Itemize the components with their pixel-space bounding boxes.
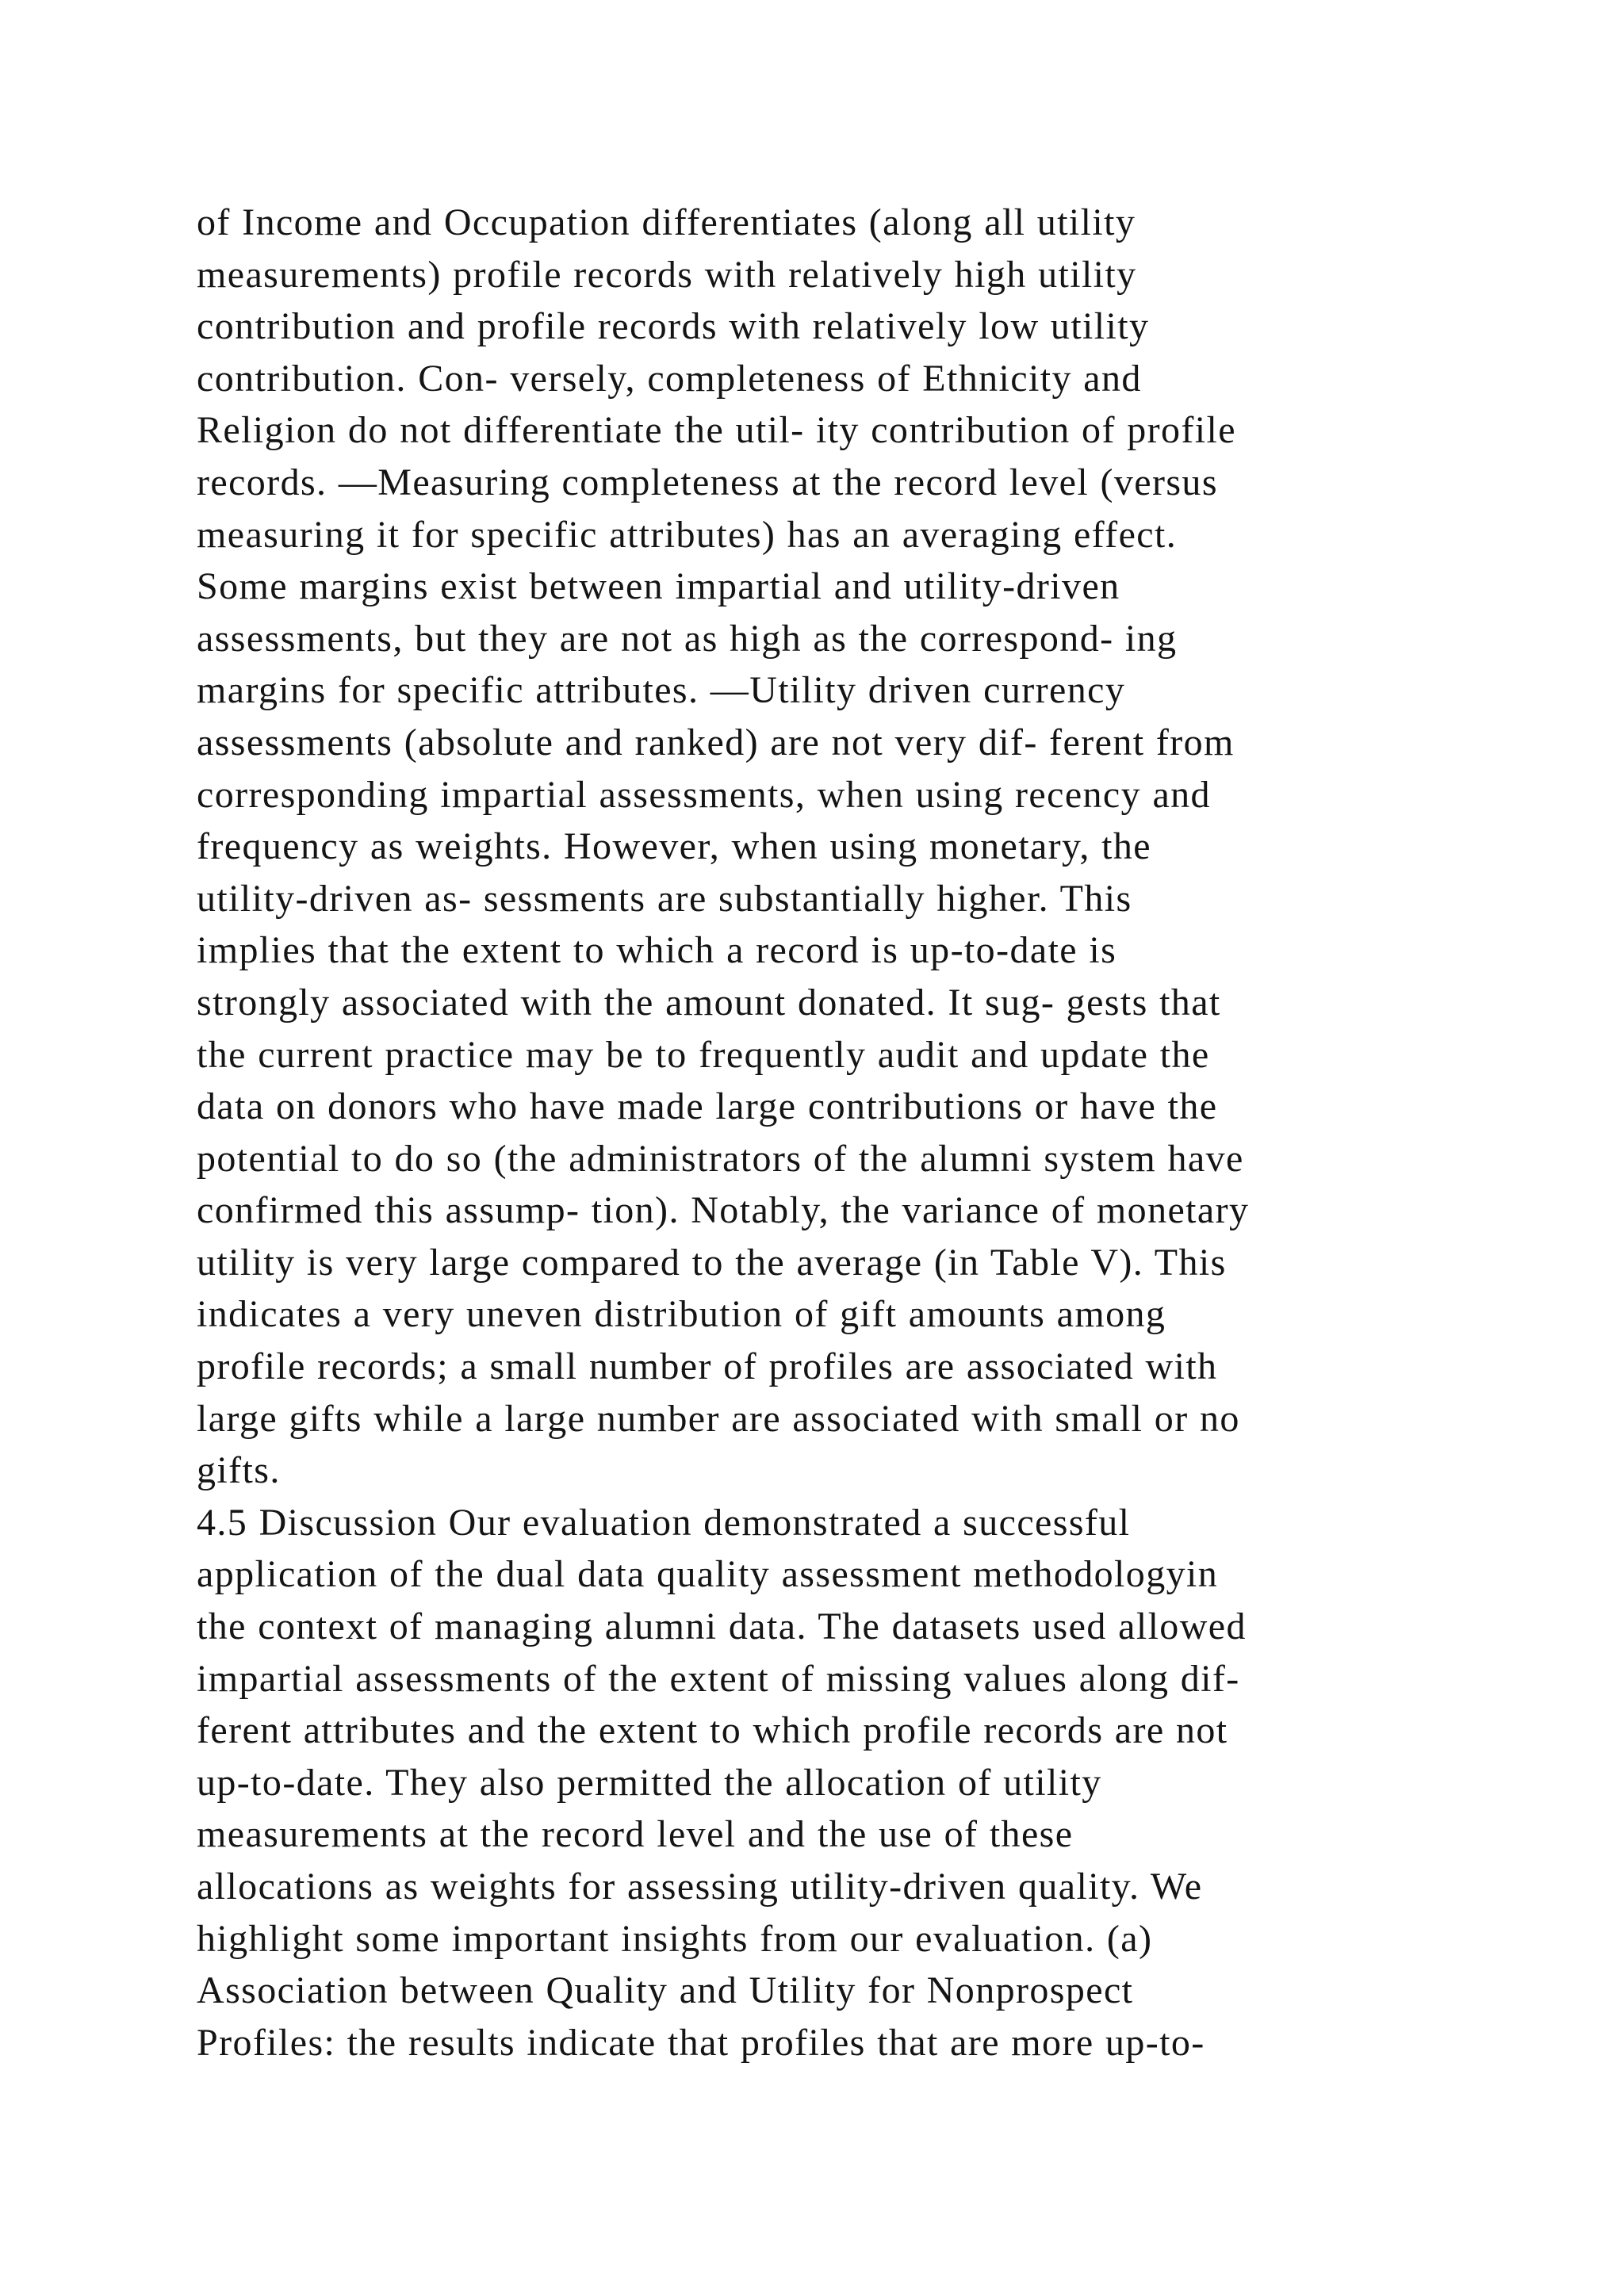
text-line: confirmed this assump- tion). Notably, the variance of monetary bbox=[197, 1189, 1250, 1232]
text-line: highlight some important insights from our evaluation. (a) bbox=[197, 1917, 1153, 1960]
text-line: allocations as weights for assessing utility-driven quality. We bbox=[197, 1866, 1203, 1908]
text-line: large gifts while a large number are associated with small or no bbox=[197, 1397, 1240, 1440]
text-line: records. —Measuring completeness at the record level (versus bbox=[197, 461, 1218, 503]
text-line: indicates a very uneven distribution of gift amounts among bbox=[197, 1293, 1166, 1336]
text-line: data on donors who have made large contributions or have the bbox=[197, 1085, 1218, 1128]
text-line: gifts. bbox=[197, 1449, 281, 1492]
text-line: contribution. Con- versely, completeness of Ethnicity and bbox=[197, 357, 1142, 400]
text-line: Association between Quality and Utility for Nonprospect bbox=[197, 1969, 1134, 2012]
text-line: utility-driven as- sessments are substantially higher. This bbox=[197, 877, 1132, 920]
text-line: corresponding impartial assessments, when using recency and bbox=[197, 773, 1211, 816]
text-line: strongly associated with the amount donated. It sug- gests that bbox=[197, 981, 1221, 1024]
text-line: profile records; a small number of profiles are associated with bbox=[197, 1345, 1218, 1388]
text-line: contribution and profile records with relatively low utility bbox=[197, 305, 1150, 348]
text-line: measuring it for specific attributes) has an averaging effect. bbox=[197, 513, 1178, 556]
text-line: ferent attributes and the extent to which profile records are not bbox=[197, 1709, 1228, 1752]
text-line: potential to do so (the administrators of the alumni system have bbox=[197, 1137, 1244, 1180]
text-line: measurements) profile records with relatively high utility bbox=[197, 253, 1137, 296]
text-line: Religion do not differentiate the util- ity contribution of profile bbox=[197, 409, 1236, 452]
text-line: utility is very large compared to the average (in Table V). This bbox=[197, 1241, 1227, 1284]
text-line: Some margins exist between impartial and utility-driven bbox=[197, 565, 1120, 608]
text-line: assessments, but they are not as high as the correspond- ing bbox=[197, 617, 1178, 660]
text-line: the current practice may be to frequently audit and update the bbox=[197, 1033, 1210, 1076]
text-line: impartial assessments of the extent of missing values along dif- bbox=[197, 1657, 1240, 1700]
text-line: up-to-date. They also permitted the allocation of utility bbox=[197, 1761, 1102, 1804]
text-line: application of the dual data quality assessment methodologyin bbox=[197, 1553, 1219, 1596]
text-line: margins for specific attributes. —Utility driven currency bbox=[197, 669, 1126, 712]
text-line: Profiles: the results indicate that profiles that are more up-to- bbox=[197, 2021, 1205, 2064]
text-line: assessments (absolute and ranked) are not very dif- ferent from bbox=[197, 721, 1235, 763]
text-line: implies that the extent to which a record is up-to-date is bbox=[197, 929, 1117, 972]
text-line: of Income and Occupation differentiates (along all utility bbox=[197, 201, 1136, 243]
section-heading-line: 4.5 Discussion Our evaluation demonstrated a successful bbox=[197, 1501, 1131, 1544]
text-line: the context of managing alumni data. The datasets used allowed bbox=[197, 1605, 1247, 1648]
text-line: measurements at the record level and the use of these bbox=[197, 1813, 1074, 1856]
body-text bbox=[197, 197, 1450, 2068]
text-line: frequency as weights. However, when using monetary, the bbox=[197, 825, 1151, 868]
